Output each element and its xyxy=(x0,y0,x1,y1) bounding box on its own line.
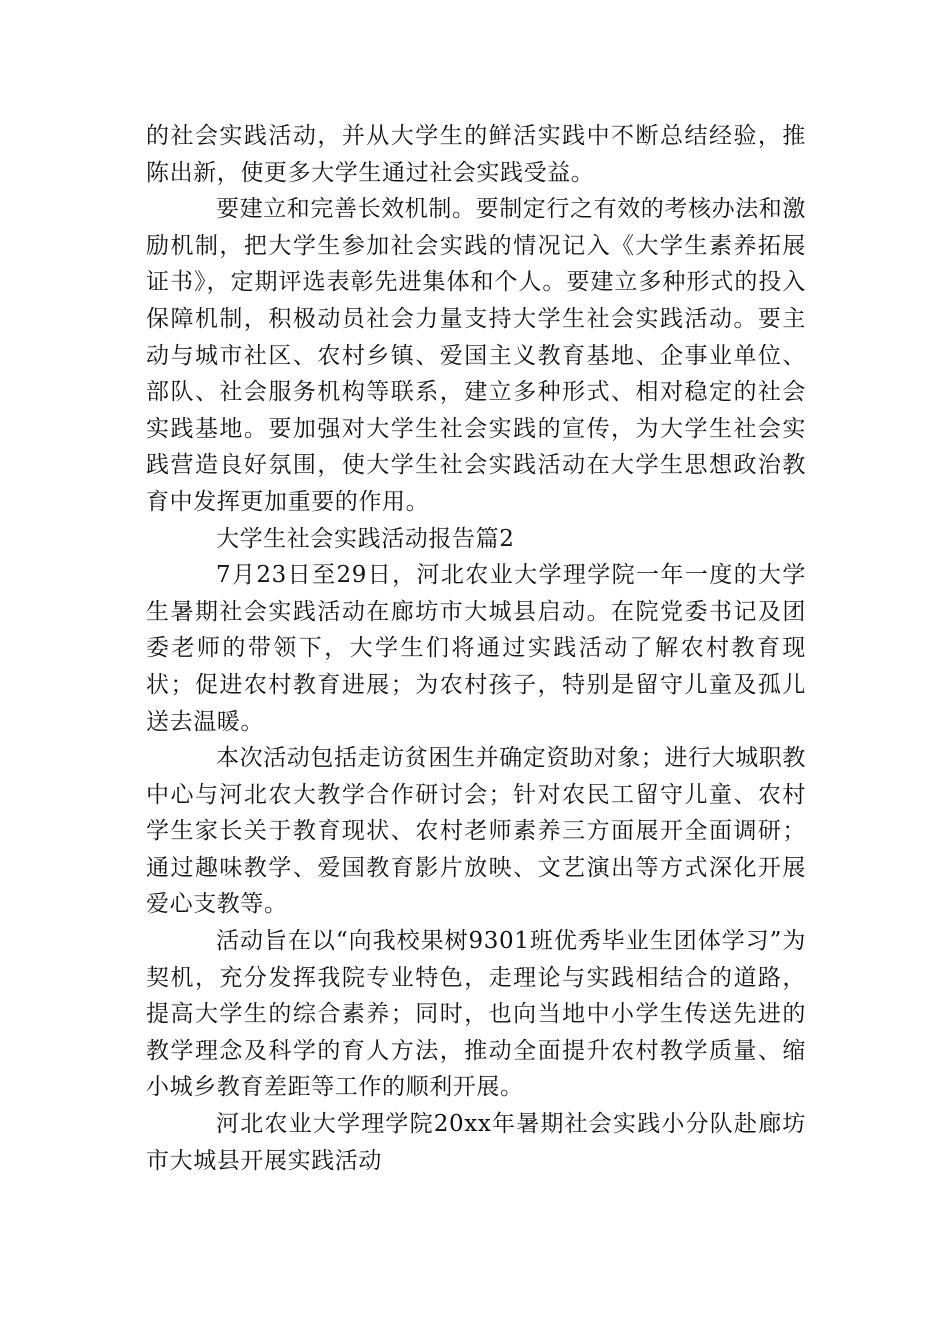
paragraph-1: 的社会实践活动，并从大学生的鲜活实践中不断总结经验，推陈出新，使更多大学生通过社会实践受益。 xyxy=(146,123,806,186)
paragraph-6: 河北农业大学理学院20xx年暑期社会实践小分队赴廊坊市大城县开展实践活动 xyxy=(146,1111,806,1174)
document-body xyxy=(146,118,806,1179)
paragraph-2: 要建立和完善长效机制。要制定行之有效的考核办法和激励机制，把大学生参加社会实践的情况记入《大学生素养拓展证书》，定期评选表彰先进集体和个人。要建立多种形式的投入保障机制，积极动员社会力量支持大学生社会实践活动。要主动与城市社区、农村乡镇、爱国主义教育基地、企事业单位、部队、社会服务机构等联系，建立多种形式、相对稳定的社会实践基地。要加强对大学生社会实践的宣传，为大学生社会实践营造良好氛围，使大学生社会实践活动在大学生思想政治教育中发挥更加重要的作用。 xyxy=(146,196,806,515)
paragraph-5: 活动旨在以“向我校果树9301班优秀毕业生团体学习”为契机，充分发挥我院专业特色，走理论与实践相结合的道路，提高大学生的综合素养；同时，也向当地中小学生传送先进的教学理念及科学的育人方法，推动全面提升农村教学质量、缩小城乡教育差距等工作的顺利开展。 xyxy=(146,928,806,1101)
paragraph-4: 本次活动包括走访贫困生并确定资助对象；进行大城职教中心与河北农大教学合作研讨会；针对农民工留守儿童、农村学生家长关于教育现状、农村老师素养三方面展开全面调研；通过趣味教学、爱国教育影片放映、文艺演出等方式深化开展爱心支教等。 xyxy=(146,745,806,918)
paragraph-3: 7月23日至29日，河北农业大学理学院一年一度的大学生暑期社会实践活动在廊坊市大城县启动。在院党委书记及团委老师的带领下，大学生们将通过实践活动了解农村教育现状；促进农村教育进展；为农村孩子，特别是留守儿童及孤儿送去温暖。 xyxy=(146,562,806,735)
section-heading: 大学生社会实践活动报告篇2 xyxy=(216,525,515,552)
